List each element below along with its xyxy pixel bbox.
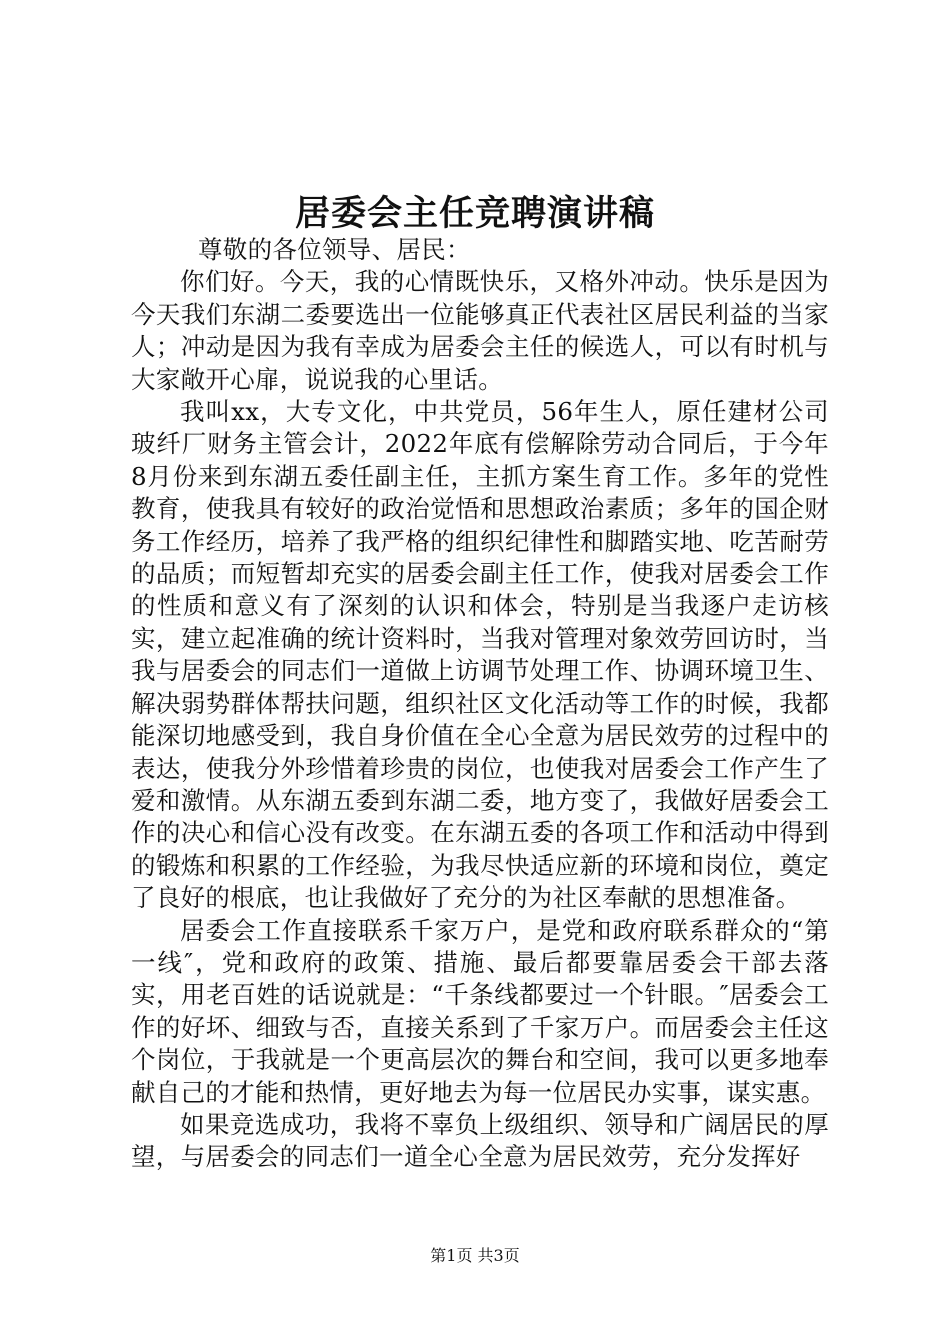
document-title: 居委会主任竞聘演讲稿 [294,193,655,234]
body-paragraph: 你们好。今天，我的心情既快乐，又格外冲动。快乐是因为今天我们东湖二委要选出一位能够真正代表社区居民利益的当家人；冲动是因为我有幸成为居委会主任的候选人，可以有时机与大家敞开心扉，说说我的心里话。 [131,267,829,394]
document-body [131,234,829,1174]
salutation-paragraph: 尊敬的各位领导、居民： [198,235,471,264]
body-paragraph: 我叫xx，大专文化，中共党员，56年生人，原任建材公司玻纤厂财务主管会计，2022年底有偿解除劳动合同后，于今年8月份来到东湖五委任副主任，主抓方案生育工作。多年的党性教育，使我具有较好的政治觉悟和思想政治素质；多年的国企财务工作经历，培养了我严格的组织纪律性和脚踏实地、吃苦耐劳的品质；而短暂却充实的居委会副主任工作，使我对居委会工作的性质和意义有了深刻的认识和体会，特别是当我逐户走访核实，建立起准确的统计资料时，当我对管理对象效劳回访时，当我与居委会的同志们一道做上访调节处理工作、协调环境卫生、解决弱势群体帮扶问题，组织社区文化活动等工作的时候，我都能深切地感受到，我自身价值在全心全意为居民效劳的过程中的表达，使我分外珍惜着珍贵的岗位，也使我对居委会工作产生了爱和激情。从东湖五委到东湖二委，地方变了，我做好居委会工作的决心和信心没有改变。在东湖五委的各项工作和活动中得到的锻炼和积累的工作经验，为我尽快适应新的环境和岗位，奠定了良好的根底，也让我做好了充分的为社区奉献的思想准备。 [131,397,829,913]
body-paragraph: 居委会工作直接联系千家万户，是党和政府联系群众的“第一线″，党和政府的政策、措施、最后都要靠居委会干部去落实，用老百姓的话说就是：“千条线都要过一个针眼。″居委会工作的好坏、细致与否，直接关系到了千家万户。而居委会主任这个岗位，于我就是一个更高层次的舞台和空间，我可以更多地奉献自己的才能和热情，更好地去为每一位居民办实事，谋实惠。 [131,915,829,1107]
body-paragraph: 如果竞选成功，我将不辜负上级组织、领导和广阔居民的厚望，与居委会的同志们一道全心全意为居民效劳，充分发挥好 [131,1109,829,1172]
page-number-footer: 第1页 共3页 [430,1246,520,1265]
